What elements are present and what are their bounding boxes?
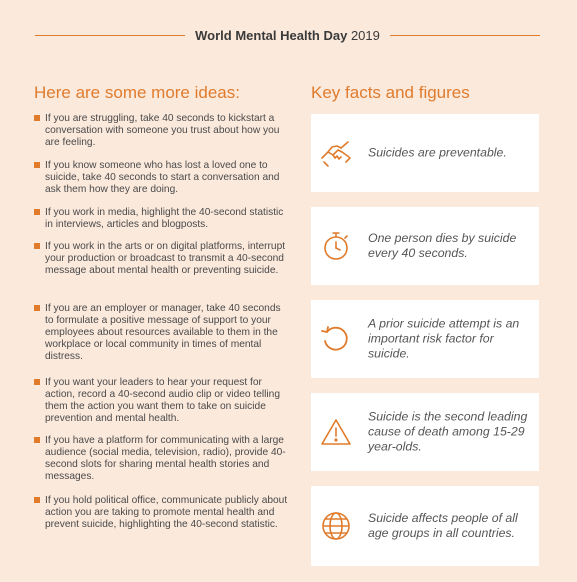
fact-text: A prior suicide attempt is an important risk factor for suicide. — [368, 316, 520, 361]
globe-icon — [319, 509, 353, 543]
idea-text: If you know someone who has lost a loved one to suicide, take 40 seconds to start a conversation and ask them how they are doing. — [45, 160, 280, 195]
header-year: 2019 — [350, 27, 380, 43]
header-rule-left — [35, 35, 185, 36]
fact-text: Suicides are preventable. — [368, 145, 507, 160]
warning-triangle-icon — [319, 415, 353, 449]
header-rule-right — [390, 35, 540, 36]
handshake-icon — [319, 136, 353, 170]
list-item — [34, 303, 289, 363]
idea-text: If you are an employer or manager, take 40 seconds to formulate a positive message of support to your employees about resources available to them in the workplace or local community in times of mental distress. — [45, 303, 281, 362]
fact-text: Suicide affects people of all age groups in all countries. — [368, 511, 518, 540]
list-item — [34, 377, 289, 425]
bullet-icon — [34, 437, 40, 443]
list-item — [34, 495, 289, 531]
stopwatch-icon — [319, 229, 353, 263]
fact-card — [311, 300, 539, 378]
bullet-icon — [34, 115, 40, 121]
list-item — [34, 435, 289, 483]
facts-heading: Key facts and figures — [311, 83, 470, 102]
idea-text: If you work in media, highlight the 40-second statistic in interviews, articles and blogposts. — [45, 207, 284, 230]
idea-text: If you work in the arts or on digital platforms, interrupt your production or broadcast to transmit a 40-second message about mental health or preventing suicide. — [45, 241, 286, 276]
ideas-heading: Here are some more ideas: — [34, 83, 240, 102]
header-title — [185, 28, 390, 43]
header-title-bold: World Mental Health Day — [195, 27, 348, 43]
fact-text: One person dies by suicide every 40 seconds. — [368, 231, 517, 260]
fact-text: Suicide is the second leading cause of death among 15-29 year-olds. — [368, 409, 528, 454]
bullet-icon — [34, 243, 40, 249]
idea-text: If you want your leaders to hear your request for action, record a 40-second audio clip or video telling them the action you want them to take on suicide prevention and mental health. — [45, 377, 281, 424]
fact-card — [311, 393, 539, 471]
bullet-icon — [34, 209, 40, 215]
bullet-icon — [34, 379, 40, 385]
list-item — [34, 113, 289, 149]
idea-text: If you are struggling, take 40 seconds to kickstart a conversation with someone you trust about how you are feeling. — [45, 113, 280, 148]
idea-text: If you have a platform for communicating with a large audience (social media, television, radio), provide 40-second slots for sharing mental health stories and messages. — [45, 435, 286, 482]
idea-text: If you hold political office, communicate publicly about action you are taking to promote mental health and prevent suicide, highlighting the 40-second statistic. — [45, 495, 288, 530]
bullet-icon — [34, 305, 40, 311]
fact-card — [311, 114, 539, 192]
list-item — [34, 207, 289, 231]
circular-arrow-icon — [319, 322, 353, 356]
fact-card — [311, 486, 539, 566]
bullet-icon — [34, 497, 40, 503]
fact-card — [311, 207, 539, 285]
list-item — [34, 241, 289, 277]
list-item — [34, 160, 289, 196]
page-header — [35, 24, 540, 46]
bullet-icon — [34, 162, 40, 168]
